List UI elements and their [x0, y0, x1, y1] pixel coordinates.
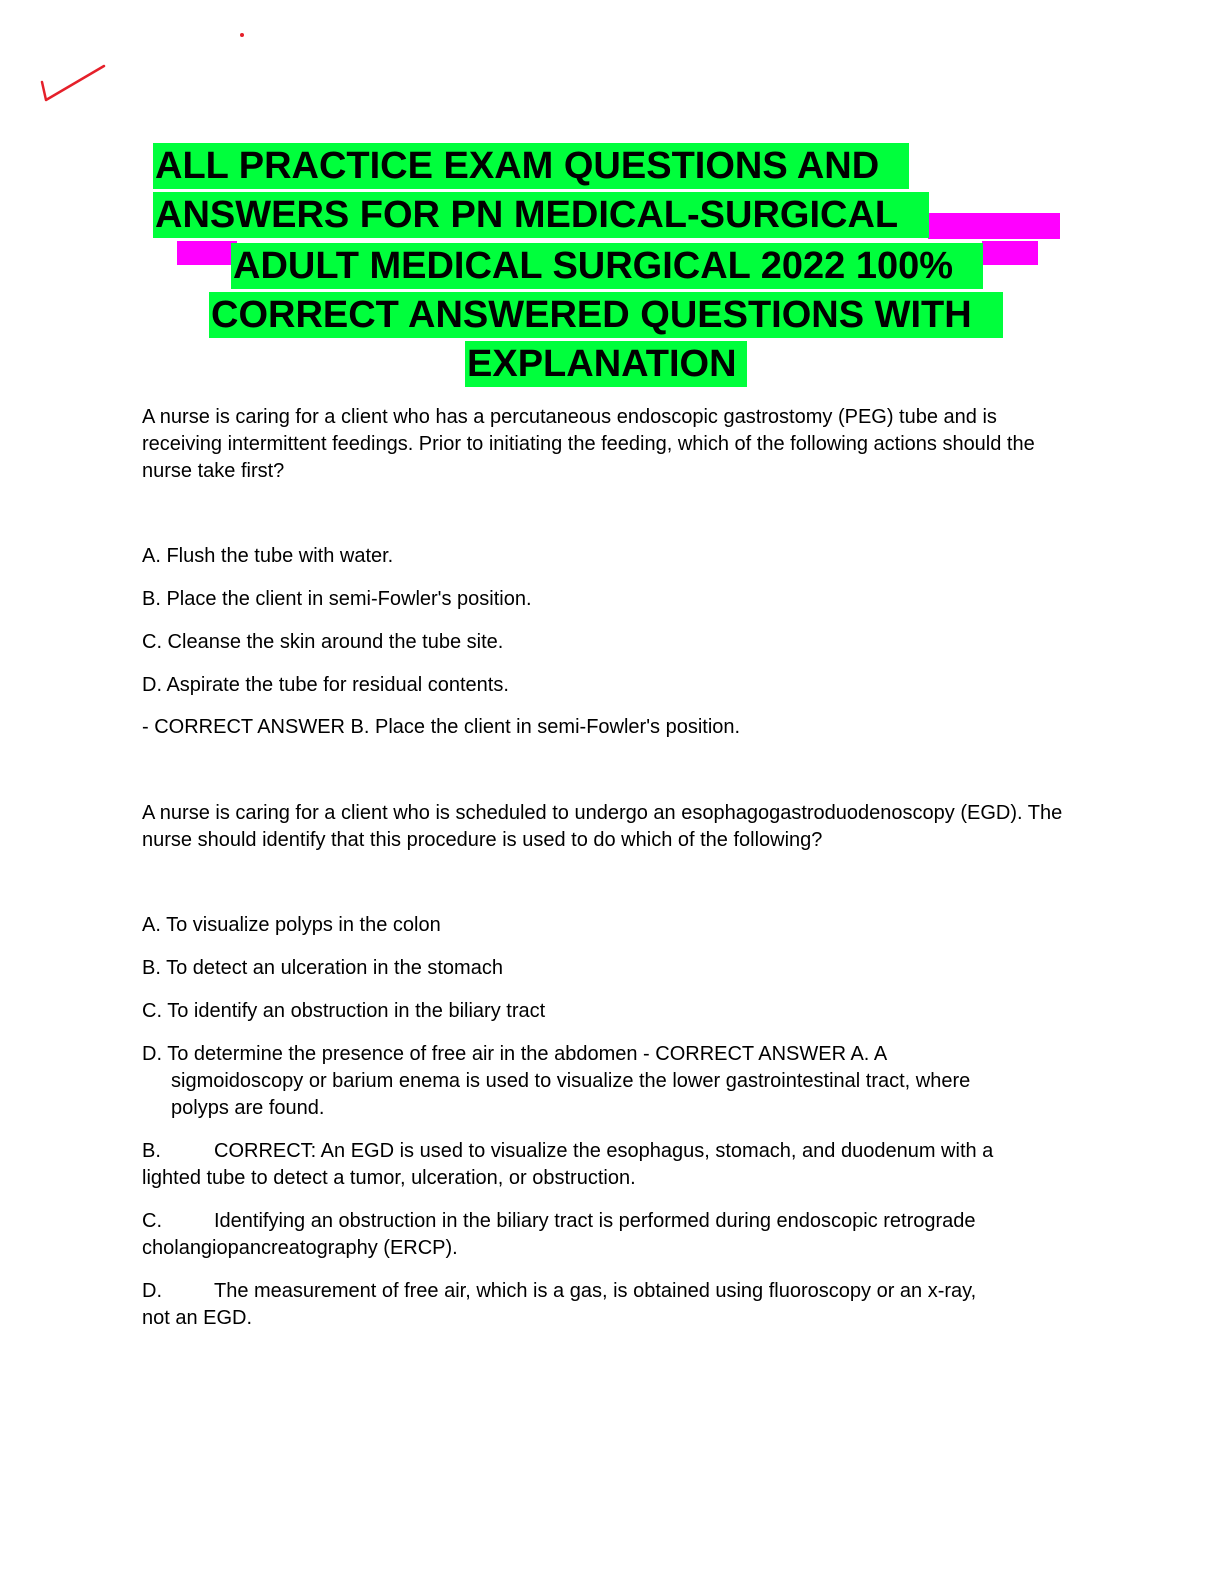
explanation-d-letter: D. [142, 1280, 162, 1302]
explanation-d [142, 1278, 1077, 1332]
explanation-d-text: The measurement of free air, which is a gas, is obtained using fluoroscopy or an x-ray, [214, 1280, 977, 1302]
magenta-highlight-far-right [982, 241, 1038, 265]
explanation-c-line-1 [142, 1208, 1077, 1235]
question-1-option-a: A. Flush the tube with water. [142, 545, 394, 567]
title-line-1: ALL PRACTICE EXAM QUESTIONS AND [153, 143, 909, 189]
question-2-option-a: A. To visualize polyps in the colon [142, 914, 441, 936]
explanation-c-letter: C. [142, 1210, 162, 1232]
option-d-line-2: sigmoidoscopy or barium enema is used to visualize the lower gastrointestinal tract, where [171, 1070, 971, 1092]
question-1-option-c: C. Cleanse the skin around the tube site. [142, 631, 504, 653]
explanation-d-line-1 [142, 1278, 1077, 1305]
explanation-b-letter: B. [142, 1140, 161, 1162]
title-line-2: ANSWERS FOR PN MEDICAL-SURGICAL [153, 192, 929, 238]
title-line-4: CORRECT ANSWERED QUESTIONS WITH [209, 292, 1003, 338]
question-1-option-b: B. Place the client in semi-Fowler's position. [142, 588, 532, 610]
magenta-highlight-left [177, 241, 237, 265]
question-2-option-d [142, 1041, 1077, 1122]
question-1-option-d: D. Aspirate the tube for residual contents. [142, 674, 509, 696]
explanation-c-text: Identifying an obstruction in the biliary tract is performed during endoscopic retrograde [214, 1210, 976, 1232]
document-title [0, 0, 1224, 400]
question-2-stem: A nurse is caring for a client who is scheduled to undergo an esophagogastroduodenoscopy (EGD). The nurse should identify that this procedure is used to do which of the following? [142, 802, 1063, 851]
explanation-c [142, 1208, 1077, 1262]
explanation-b-line-2: lighted tube to detect a tumor, ulceration, or obstruction. [142, 1167, 636, 1189]
document-body [142, 404, 1077, 1332]
question-2-option-b: B. To detect an ulceration in the stomach [142, 957, 503, 979]
question-1-correct-answer: - CORRECT ANSWER B. Place the client in semi-Fowler's position. [142, 716, 741, 738]
title-line-5: EXPLANATION [465, 341, 747, 387]
explanation-b-line-1 [142, 1138, 1077, 1165]
explanation-b [142, 1138, 1077, 1192]
explanation-b-text: CORRECT: An EGD is used to visualize the esophagus, stomach, and duodenum with a [214, 1140, 994, 1162]
question-1-stem: A nurse is caring for a client who has a percutaneous endoscopic gastrostomy (PEG) tube and is receiving intermittent feedings. Prior to initiating the feeding, which of the following actions should the nurse take first? [142, 406, 1035, 482]
option-d-line-3: polyps are found. [171, 1097, 325, 1119]
title-line-3: ADULT MEDICAL SURGICAL 2022 100% [231, 243, 983, 289]
explanation-c-line-2: cholangiopancreatography (ERCP). [142, 1237, 458, 1259]
question-2-option-c: C. To identify an obstruction in the biliary tract [142, 1000, 546, 1022]
explanation-d-line-2: not an EGD. [142, 1307, 253, 1329]
magenta-highlight-right [928, 213, 1060, 239]
option-d-line-1: D. To determine the presence of free air in the abdomen - CORRECT ANSWER A. A [142, 1043, 888, 1065]
